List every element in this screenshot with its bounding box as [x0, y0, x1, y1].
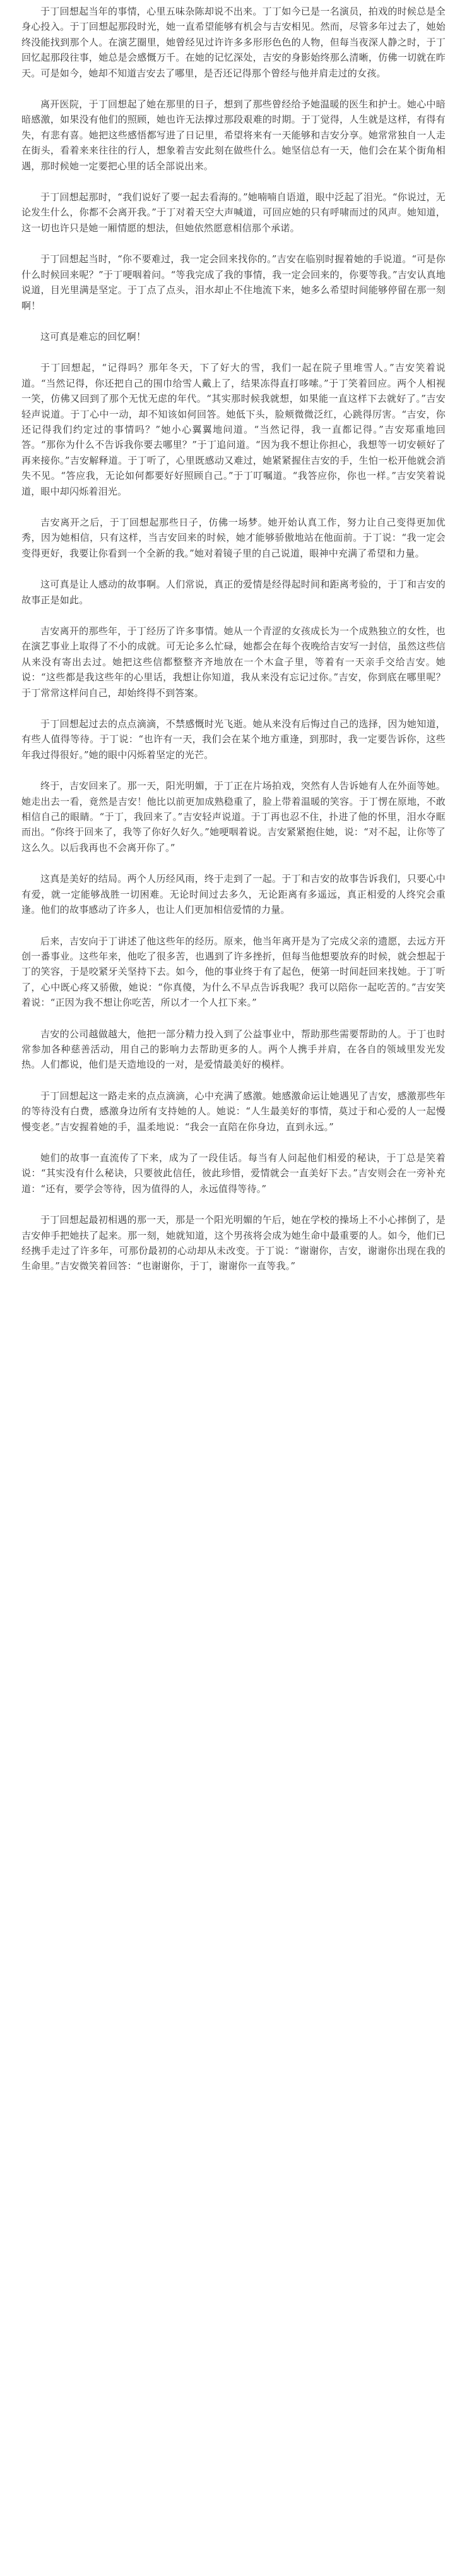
- paragraph-1: 于丁回想起当年的事情，心里五味杂陈却说不出来。丁丁如今已是一名演员，拍戏的时候总是全身心投入。于丁回想起那段时光，她一直希望能够有机会与吉安相见。然而，尽管多年过去了，她始终没能找到那个人。在演艺圈里，她曾经见过许许多多形形色色的人物，但每当夜深人静之时，于丁回忆起那段往事，她总是会感慨万千。在她的记忆深处，吉安的身影始终那么清晰，仿佛一切就在昨天。可是如今，她却不知道吉安去了哪里，是否还记得那个曾经与他并肩走过的女孩。: [21, 6, 446, 79]
- paragraph-12: 这真是美好的结局。两个人历经风雨，终于走到了一起。于丁和吉安的故事告诉我们，只要心中有爱，就一定能够战胜一切困难。无论时间过去多久，无论距离有多遥远，真正相爱的人终究会重逢。他们的故事感动了许多人，也让人们更加相信爱情的力量。: [21, 873, 446, 916]
- paragraph-15: 于丁回想起这一路走来的点点滴滴，心中充满了感激。她感激命运让她遇见了吉安，感激那些年的等待没有白费，感激身边所有支持她的人。她说：“人生最美好的事情，莫过于和心爱的人一起慢慢变老。”吉安握着她的手，温柔地说：“我会一直陪在你身边，直到永远。”: [21, 1090, 446, 1133]
- paragraph-2: 离开医院，于丁回想起了她在那里的日子，想到了那些曾经给予她温暖的医生和护士。她心中暗暗感激，如果没有他们的照顾，她也许无法撑过那段艰难的时期。于丁觉得，人生就是这样，有得有失，有悲有喜。她把这些感悟都写进了日记里，希望将来有一天能够和吉安分享。她常常独自一人走在街头，看着来来往往的行人，想象着吉安此刻在做些什么。她坚信总有一天，他们会在某个街角相遇，那时候她一定要把心里的话全部说出来。: [21, 99, 446, 172]
- paragraph-17: 于丁回想起最初相遇的那一天，那是一个阳光明媚的午后，她在学校的操场上不小心摔倒了，是吉安伸手把她扶了起来。那一刻，她就知道，这个男孩将会成为她生命中最重要的人。如今，他们已经携手走过了许多年，可那份最初的心动却从未改变。于丁说：“谢谢你，吉安，谢谢你出现在我的生命里。”吉安微笑着回答：“也谢谢你，于丁，谢谢你一直等我。”: [21, 1214, 446, 1272]
- paragraph-11: 终于，吉安回来了。那一天，阳光明媚，于丁正在片场拍戏，突然有人告诉她有人在外面等她。她走出去一看，竟然是吉安！他比以前更加成熟稳重了，脸上带着温暖的笑容。于丁愣在原地，不敢相信自己的眼睛。“于丁，我回来了。”吉安轻声说道。于丁再也忍不住，扑进了他的怀里，泪水夺眶而出。“你终于回来了，我等了你好久好久。”她哽咽着说。吉安紧紧抱住她，说：“对不起，让你等了这么久。以后我再也不会离开你了。”: [21, 780, 446, 853]
- paragraph-10: 于丁回想起过去的点点滴滴，不禁感慨时光飞逝。她从来没有后悔过自己的选择，因为她知道，有些人值得等待。于丁说：“也许有一天，我们会在某个地方重逢，到那时，我一定要告诉你，这些年我过得很好。”她的眼中闪烁着坚定的光芒。: [21, 718, 446, 761]
- paragraph-3: 于丁回想起那时，“我们说好了要一起去看海的。”她喃喃自语道，眼中泛起了泪光。“你说过，无论发生什么，你都不会离开我。”于丁对着天空大声喊道，可回应她的只有呼啸而过的风声。她知道，这一切也许只是她一厢情愿的想法，但她依然愿意相信那个承诺。: [21, 191, 446, 234]
- paragraph-6: 于丁回想起，“记得吗？那年冬天，下了好大的雪，我们一起在院子里堆雪人。”吉安笑着说道。“当然记得，你还把自己的围巾给雪人戴上了，结果冻得直打哆嗦。”于丁笑着回应。两个人相视一笑，仿佛又回到了那个无忧无虑的年代。“其实那时候我就想，如果能一直这样下去就好了。”吉安轻声说道。于丁心中一动，却不知该如何回答。她低下头，脸颊微微泛红，心跳得厉害。“吉安，你还记得我们约定过的事情吗？”她小心翼翼地问道。“当然记得，我一直都记得。”吉安郑重地回答。“那你为什么不告诉我你要去哪里？”于丁追问道。“因为我不想让你担心，我想等一切安顿好了再来接你。”吉安解释道。于丁听了，心里既感动又难过，她紧紧握住吉安的手，生怕一松开他就会消失不见。“答应我，无论如何都要好好照顾自己。”于丁叮嘱道。“我答应你，你也一样。”吉安笑着说道，眼中却闪烁着泪光。: [21, 362, 446, 497]
- paragraph-5: 这可真是难忘的回忆啊！: [40, 330, 146, 342]
- paragraph-14: 吉安的公司越做越大，他把一部分精力投入到了公益事业中，帮助那些需要帮助的人。于丁也时常参加各种慈善活动，用自己的影响力去帮助更多的人。两个人携手并肩，在各自的领域里发光发热。人们都说，他们是天造地设的一对，是爱情最美好的模样。: [21, 1028, 446, 1071]
- paragraph-8: 这可真是让人感动的故事啊。人们常说，真正的爱情是经得起时间和距离考验的，于丁和吉安的故事正是如此。: [21, 579, 446, 606]
- paragraph-16: 她们的故事一直流传了下来，成为了一段佳话。每当有人问起他们相爱的秘诀，于丁总是笑着说：“其实没有什么秘诀，只要彼此信任，彼此珍惜，爱情就会一直美好下去。”吉安则会在一旁补充道：“还有，要学会等待，因为值得的人，永远值得等待。”: [21, 1152, 446, 1195]
- paragraph-9: 吉安离开的那些年，于丁经历了许多事情。她从一个青涩的女孩成长为一个成熟独立的女性，也在演艺事业上取得了不小的成就。可无论多么忙碌，她都会在每个夜晚给吉安写一封信，虽然这些信从来没有寄出去过。她把这些信都整整齐齐地放在一个木盒子里，等着有一天亲手交给吉安。她说：“这些都是我这些年的心里话，我想让你知道，我从来没有忘记过你。”吉安，你到底在哪里呢？于丁常常这样问自己，却始终得不到答案。: [21, 625, 446, 699]
- paragraph-7: 吉安离开之后，于丁回想起那些日子，仿佛一场梦。她开始认真工作，努力让自己变得更加优秀，因为她相信，只有这样，当吉安回来的时候，她才能够骄傲地站在他面前。于丁说：“我一定会变得更好，我要让你看到一个全新的我。”她对着镜子里的自己说道，眼神中充满了希望和力量。: [21, 516, 446, 559]
- paragraph-13: 后来，吉安向于丁讲述了他这些年的经历。原来，他当年离开是为了完成父亲的遗愿，去远方开创一番事业。这些年来，他吃了很多苦，也遇到了许多挫折，但每当他想要放弃的时候，就会想起于丁的笑容，于是咬紧牙关坚持下去。如今，他的事业终于有了起色，便第一时间赶回来找她。于丁听了，心中既心疼又骄傲，她说：“你真傻，为什么不早点告诉我呢？我可以陪你一起吃苦的。”吉安笑着说：“正因为我不想让你吃苦，所以才一个人扛下来。”: [21, 935, 446, 1009]
- paragraph-4: 于丁回想起当时，“你不要难过，我一定会回来找你的。”吉安在临别时握着她的手说道。“可是你什么时候回来呢？”于丁哽咽着问。“等我完成了我的事情，我一定会回来的，你要等我。”吉安认真地说道，目光里满是坚定。于丁点了点头，泪水却止不住地流下来，她多么希望时间能够停留在那一刻啊！: [21, 253, 446, 311]
